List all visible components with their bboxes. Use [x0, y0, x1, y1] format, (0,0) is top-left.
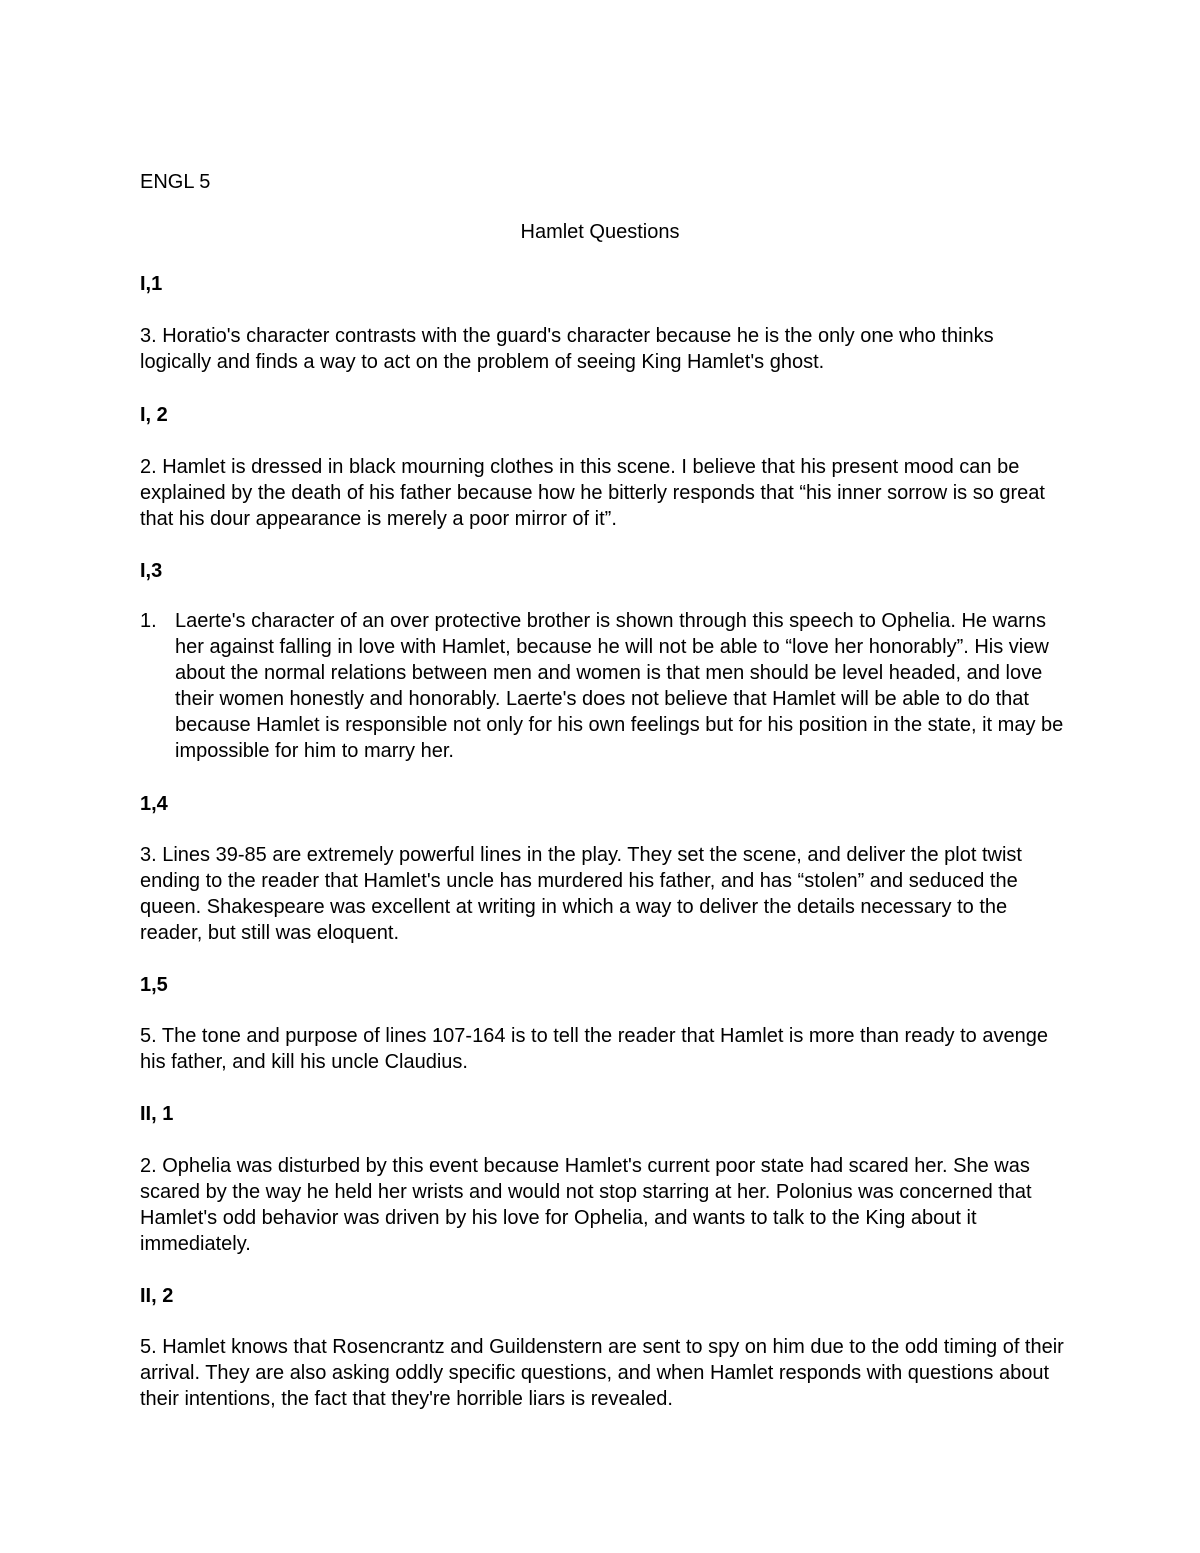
- answer-act1-scene3: Laerte's character of an over protective brother is shown through this speech to Ophelia. He warns her against falling in love with Hamlet, because he will not be able to “love her honorably”. His view about the normal relations between men and women is that men should be level headed, and love their women honestly and honorably. Laerte's does not believe that Hamlet will be able to do that because Hamlet is responsible not only for his own feelings but for his position in the state, it may be impossible for him to marry her.: [175, 610, 1064, 762]
- list-item: [140, 608, 1070, 764]
- answer-act1-scene4: 3. Lines 39-85 are extremely powerful lines in the play. They set the scene, and deliver the plot twist ending to the reader that Hamlet's uncle has murdered his father, and has “stolen” and seduced the queen. Shakespeare was excellent at writing in which a way to deliver the details necessary to the reader, but still was eloquent.: [140, 844, 1022, 944]
- section-heading-act1-scene5: 1,5: [140, 974, 168, 996]
- section-heading-act1-scene3: I,3: [140, 560, 163, 582]
- document-title: Hamlet Questions: [520, 221, 680, 243]
- list-number: 1.: [140, 610, 157, 632]
- answer-act1-scene1: 3. Horatio's character contrasts with the guard's character because he is the only one who thinks logically and finds a way to act on the problem of seeing King Hamlet's ghost.: [140, 325, 994, 373]
- answer-act1-scene2: 2. Hamlet is dressed in black mourning clothes in this scene. I believe that his present mood can be explained by the death of his father because how he bitterly responds that “his inner sorrow is so great that his dour appearance is merely a poor mirror of it”.: [140, 456, 1045, 530]
- section-heading-act1-scene4: 1,4: [140, 793, 168, 815]
- course-label: ENGL 5: [140, 171, 211, 193]
- answer-act2-scene1: 2. Ophelia was disturbed by this event because Hamlet's current poor state had scared her. She was scared by the way he held her wrists and would not stop starring at her. Polonius was concerned that Hamlet's odd behavior was driven by his love for Ophelia, and wants to talk to the King about it immediately.: [140, 1155, 1032, 1255]
- section-heading-act2-scene2: II, 2: [140, 1285, 174, 1307]
- answer-act1-scene5: 5. The tone and purpose of lines 107-164 is to tell the reader that Hamlet is more than ready to avenge his father, and kill his uncle Claudius.: [140, 1025, 1048, 1073]
- section-heading-act1-scene2: I, 2: [140, 404, 168, 426]
- section-heading-act2-scene1: II, 1: [140, 1103, 174, 1125]
- answer-act2-scene2: 5. Hamlet knows that Rosencrantz and Guildenstern are sent to spy on him due to the odd timing of their arrival. They are also asking oddly specific questions, and when Hamlet responds with questions about their intentions, the fact that they're horrible liars is revealed.: [140, 1336, 1064, 1410]
- section-heading-act1-scene1: I,1: [140, 273, 163, 295]
